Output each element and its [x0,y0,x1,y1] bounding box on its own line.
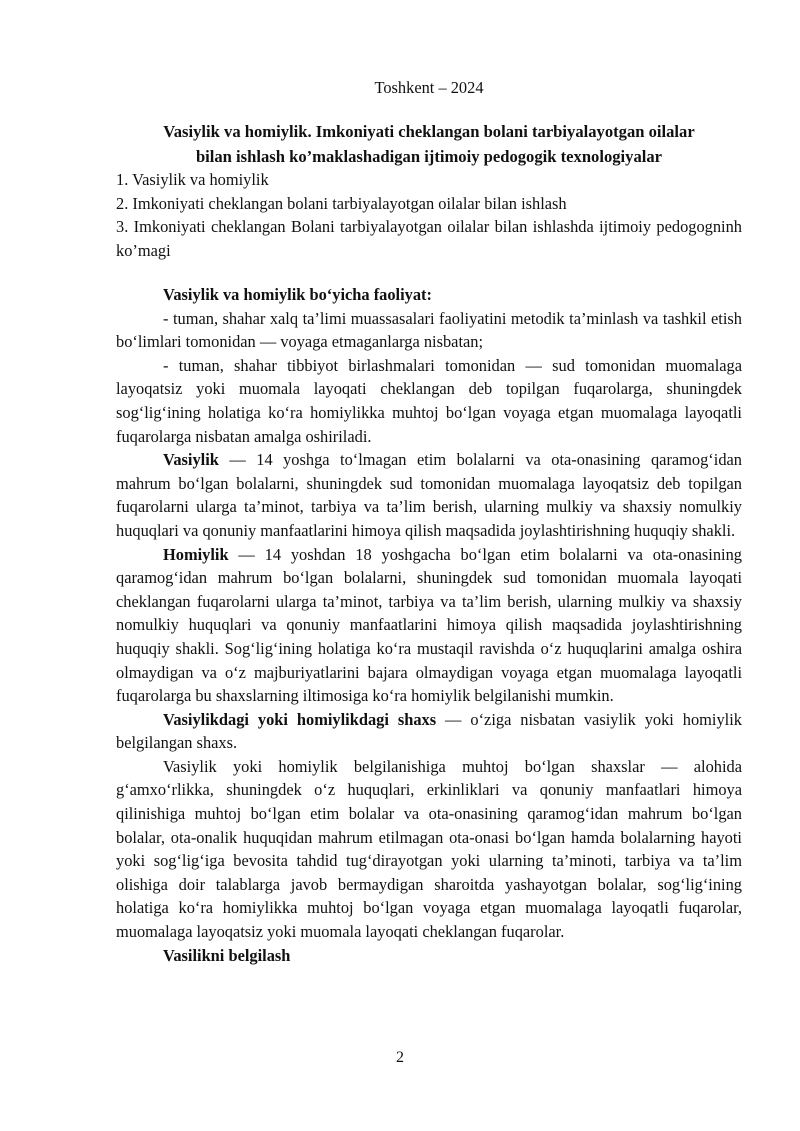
document-title [116,119,742,169]
definition-homiylik [116,543,742,708]
definition-shaxs-text: — o‘ziga nisbatan vasiylik yoki homiylik belgilangan shaxs. [116,709,742,753]
term-vasiylik: Vasiylik [163,450,219,470]
definition-vasiylik-text: — 14 yoshga to‘lmagan etim bolalarni va ota-onasining qaramog‘idan mahrum bo‘lgan bolalarni, shuningdek sud tomonidan muomalaga layoqatsiz deb topilgan fuqarolarni ularga ta’minot, tarbiya va ta’lim berish, ularning mulkiy va shaxsiy nomulkiy huquqlari va qonuniy manfaatlarini himoya qilish maqsadida joylashtirishning huquqiy shakli. [116,450,742,540]
page-number: 2 [396,1049,404,1066]
term-homiylik: Homiylik [163,544,229,564]
definition-shaxs [116,708,742,755]
bullet-2: - tuman, shahar tibbiyot birlashmalari tomonidan — sud tomonidan muomalaga layoqatsiz yoki muomala layoqati cheklangan deb topilgan fuqarolarga, shuningdek sog‘lig‘ining holatiga ko‘ra homiylikka muhtoj bo‘lgan voyaga etgan muomalaga layoqatli fuqarolarga nisbatan amalga oshiriladi. [116,355,742,446]
definition-vasiylik [116,448,742,542]
plan-item-3: 3. Imkoniyati cheklangan Bolani tarbiyalayotgan oilalar bilan ishlashda ijtimoiy pedogogninh ko’magi [116,217,742,260]
definition-homiylik-text: — 14 yoshdan 18 yoshgacha bo‘lgan etim bolalarni va ota-onasining qaramog‘idan mahrum bo‘lgan bolalarni, shuningdek sud tomonidan muomala layoqati cheklangan fuqarolarni ularga ta’minot, tarbiya va ta’lim berish, ularning mulkiy va shaxsiy nomulkiy huquqlari va qonuniy manfaatlarini himoya qilish maqsadida joylashtirishning huquqiy shakli. Sog‘lig‘ining holatiga ko‘ra mustaqil ravishda o‘z huquqlarini amalga oshira olmaydigan va o‘z majburiyatlarini bajara olmaydigan voyaga etgan muomalaga layoqatli fuqarolarga bu shaxslarning iltimosiga ko‘ra homiylik belgilanishi mumkin. [116,544,742,706]
plan-list [116,168,742,262]
plan-item-1: 1. Vasiylik va homiylik [116,170,269,189]
term-shaxs: Vasiylikdagi yoki homiylikdagi shaxs [163,709,437,729]
plan-item-2: 2. Imkoniyati cheklangan bolani tarbiyalayotgan oilalar bilan ishlash [116,193,567,213]
title-line-1: Vasiylik va homiylik. Imkoniyati cheklangan bolani tarbiyalayotgan oilalar [163,122,695,141]
title-line-2: bilan ishlash ko’maklashadigan ijtimoiy pedogogik texnologiyalar [195,147,663,166]
section-heading: Vasiylik va homiylik bo‘yicha faoliyat: [163,285,432,304]
main-text [116,283,742,967]
subheading: Vasilikni belgilash [163,945,291,965]
city-year: Toshkent – 2024 [374,78,484,97]
bullet-1: - tuman, shahar xalq ta’limi muassasalari faoliyatini metodik ta’minlash va tashkil etish bo‘limlari tomonidan — voyaga etmaganlarga nisbatan; [116,308,742,352]
paragraph-need: Vasiylik yoki homiylik belgilanishiga muhtoj bo‘lgan shaxslar — alohida g‘amxo‘rlikka, shuningdek o‘z huquqlari, erkinliklari va qonuniy manfaatlari himoya qilinishiga muhtoj bo‘lgan etim bolalar va ota-onasining qaramog‘idan mahrum bo‘lgan bolalar, ota-onalik huquqidan mahrum etilmagan ota-onasi bo‘lgan hamda bolalarning hayoti yoki sog‘lig‘iga bevosita tahdid tug‘dirayotgan yoki ularning ta’minoti, tarbiya va ta’lim olishiga doir talablarga javob bermaydigan sharoitda yashayotgan bolalar, sog‘lig‘ining holatiga ko‘ra homiylikka muhtoj bo‘lgan voyaga etgan muomalaga layoqatli fuqarolar, muomalaga layoqatsiz yoki muomala layoqati cheklangan fuqarolar. [116,756,742,942]
